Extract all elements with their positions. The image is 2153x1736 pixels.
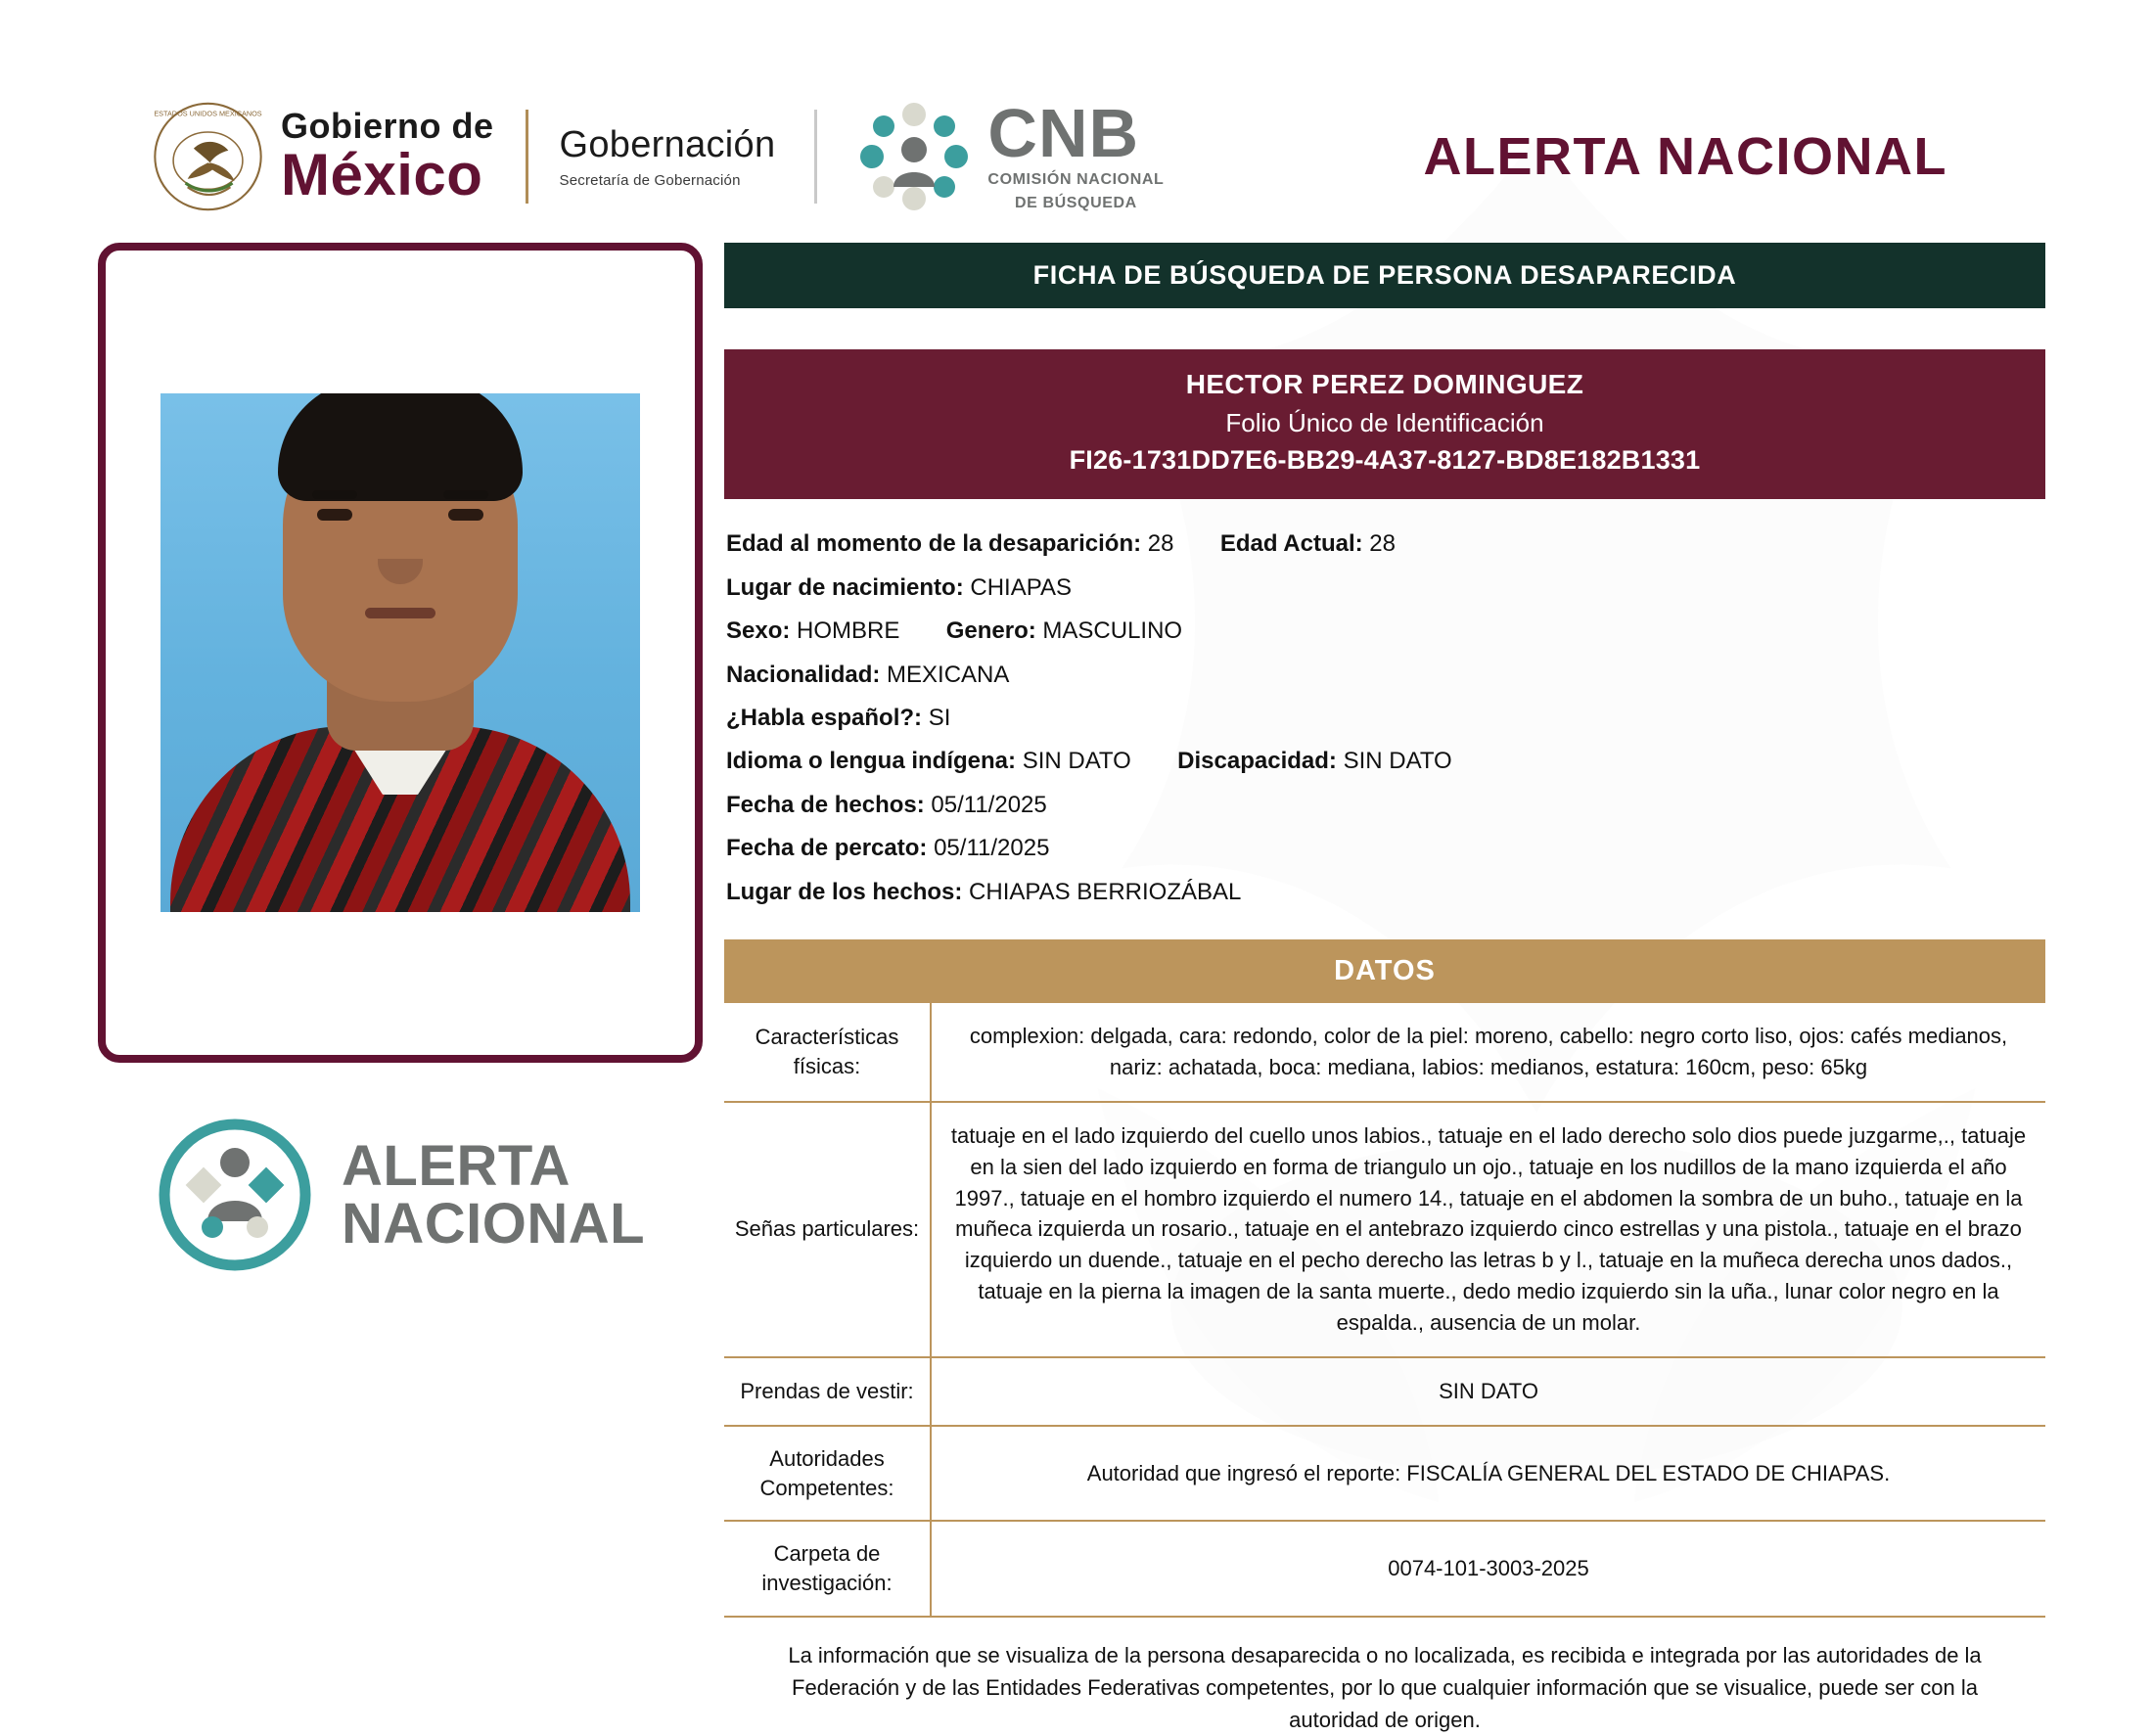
- table-row: [724, 1003, 2045, 1102]
- field-edad: [726, 523, 2045, 566]
- row-value-carpeta-investigacion: 0074-101-3003-2025: [931, 1521, 2045, 1616]
- field-sexo-genero: [726, 610, 2045, 653]
- datos-table: [724, 1003, 2045, 1618]
- header-divider-1: [526, 110, 528, 204]
- idioma-label: Idioma o lengua indígena:: [726, 748, 1017, 775]
- alerta-logo-line1: ALERTA: [342, 1133, 571, 1198]
- idioma-value: SIN DATO: [1022, 748, 1131, 775]
- lugar-hechos-value: CHIAPAS BERRIOZÁBAL: [969, 878, 1242, 905]
- edad-desaparicion-value: 28: [1147, 530, 1174, 558]
- photo-frame: [98, 243, 703, 1063]
- row-value-prendas-de-vestir: SIN DATO: [931, 1357, 2045, 1426]
- fecha-percato-label: Fecha de percato:: [726, 835, 928, 862]
- lugar-hechos-label: Lugar de los hechos:: [726, 878, 963, 905]
- cnb-line1-text: COMISIÓN NACIONAL: [987, 171, 1165, 189]
- secretaria-gobernacion-text: Secretaría de Gobernación: [559, 172, 741, 189]
- alerta-logo-line2: NACIONAL: [342, 1192, 646, 1256]
- mexico-coat-of-arms-icon: [147, 99, 269, 214]
- cnb-abbr-text: CNB: [987, 94, 1140, 171]
- row-label-senas-particulares: Señas particulares:: [724, 1102, 931, 1357]
- genero-value: MASCULINO: [1042, 617, 1183, 645]
- cnb-line2-text: DE BÚSQUEDA: [1014, 195, 1137, 212]
- field-fecha-percato: [726, 827, 2045, 870]
- alerta-nacional-icon: [152, 1112, 318, 1278]
- datos-section-title: DATOS: [724, 939, 2045, 1003]
- folio-label: Folio Único de Identificación: [1225, 407, 1544, 437]
- fecha-hechos-value: 05/11/2025: [931, 791, 1047, 818]
- lugar-nacimiento-value: CHIAPAS: [970, 573, 1072, 601]
- right-column: [724, 243, 2055, 1736]
- document-body: [98, 243, 2055, 1736]
- segob-logo: [560, 124, 776, 189]
- document-header: [98, 88, 2055, 225]
- row-value-caracteristicas-fisicas: complexion: delgada, cara: redondo, color de la piel: moreno, cabello: negro corto liso, ojos: cafés medianos, nariz: achatada, boca: mediana, labios: medianos, estatura: 160cm, peso: 65kg: [931, 1003, 2045, 1102]
- mexico-text: México: [281, 142, 483, 207]
- ficha-banner: FICHA DE BÚSQUEDA DE PERSONA DESAPARECIDA: [724, 243, 2045, 308]
- table-row: [724, 1102, 2045, 1357]
- row-label-carpeta-investigacion: Carpeta de investigación:: [724, 1521, 931, 1616]
- disclaimer-text: La información que se visualiza de la persona desaparecida o no localizada, es recibida e integrada por las autoridades de la Federación y de las Entidades Federativas competentes, por lo que cualquier información que se visualice, puede ser con la autoridad de origen.: [788, 1642, 1982, 1732]
- table-row: [724, 1357, 2045, 1426]
- cnb-logo: [850, 93, 1164, 220]
- left-column: [98, 243, 714, 1736]
- fecha-hechos-label: Fecha de hechos:: [726, 791, 925, 818]
- person-identity-banner: [724, 349, 2045, 499]
- field-lugar-hechos: [726, 871, 2045, 914]
- row-label-caracteristicas-fisicas: Características físicas:: [724, 1003, 931, 1102]
- row-value-autoridades-competentes: Autoridad que ingresó el reporte: FISCALÍA GENERAL DEL ESTADO DE CHIAPAS.: [931, 1426, 2045, 1521]
- row-label-autoridades-competentes: Autoridades Competentes:: [724, 1426, 931, 1521]
- field-habla-espanol: [726, 697, 2045, 740]
- row-label-prendas-de-vestir: Prendas de vestir:: [724, 1357, 931, 1426]
- field-fecha-hechos: [726, 784, 2045, 827]
- row-value-senas-particulares: tatuaje en el lado izquierdo del cuello unos labios., tatuaje en el lado derecho solo dios puede juzgarme,., tatuaje en la sien del lado izquierdo en forma de triangulo un ojo., tatuaje en los nudillos de la mano izquierda el año 1997., tatuaje en el hombro izquierdo el numero 14., tatuaje en el abdomen la sombra de un buho., tatuaje en la muñeca izquierda un rosario., tatuaje en el antebrazo izquierdo cinco estrellas y una pistola., tatuaje en el brazo izquierdo un duende., tatuaje en el pecho derecho las letras b y l., tatuaje en la muñeca derecha unos dados., tatuaje en la pierna la imagen de la santa muerte., dedo medio izquierdo sin la uña., lunar color negro en la espalda., ausencia de un molar.: [931, 1102, 2045, 1357]
- habla-espanol-label: ¿Habla español?:: [726, 704, 923, 731]
- edad-desaparicion-label: Edad al momento de la desaparición:: [726, 530, 1142, 558]
- field-lugar-nacimiento: [726, 567, 2045, 610]
- person-fields: [724, 523, 2045, 914]
- nacionalidad-label: Nacionalidad:: [726, 661, 881, 688]
- genero-label: Genero:: [945, 617, 1036, 645]
- gobernacion-text: Gobernación: [559, 124, 776, 165]
- edad-actual-label: Edad Actual:: [1219, 530, 1363, 558]
- gobierno-de-mexico-logo: [281, 106, 494, 207]
- edad-actual-value: 28: [1369, 530, 1396, 558]
- discapacidad-value: SIN DATO: [1343, 748, 1452, 775]
- missing-person-photo: [160, 393, 640, 912]
- gobierno-de-text: Gobierno de: [281, 106, 494, 146]
- field-idioma-discapacidad: [726, 740, 2045, 783]
- sexo-value: HOMBRE: [797, 617, 900, 645]
- discapacidad-label: Discapacidad:: [1177, 748, 1337, 775]
- person-name: HECTOR PEREZ DOMINGUEZ: [1185, 369, 1584, 399]
- table-row: [724, 1521, 2045, 1616]
- folio-value: FI26-1731DD7E6-BB29-4A37-8127-BD8E182B1331: [1069, 445, 1701, 476]
- sexo-label: Sexo:: [726, 617, 791, 645]
- fecha-percato-value: 05/11/2025: [934, 835, 1050, 862]
- page-title: ALERTA NACIONAL: [1423, 127, 1947, 186]
- cnb-people-icon: [850, 93, 978, 220]
- field-nacionalidad: [726, 654, 2045, 697]
- table-row: [724, 1426, 2045, 1521]
- header-divider-2: [814, 110, 817, 204]
- alerta-nacional-logo: [98, 1112, 714, 1278]
- lugar-nacimiento-label: Lugar de nacimiento:: [726, 573, 964, 601]
- nacionalidad-value: MEXICANA: [887, 661, 1010, 688]
- habla-espanol-value: SI: [928, 704, 951, 731]
- svg-text:ESTADOS UNIDOS MEXICANOS: ESTADOS UNIDOS MEXICANOS: [154, 109, 262, 118]
